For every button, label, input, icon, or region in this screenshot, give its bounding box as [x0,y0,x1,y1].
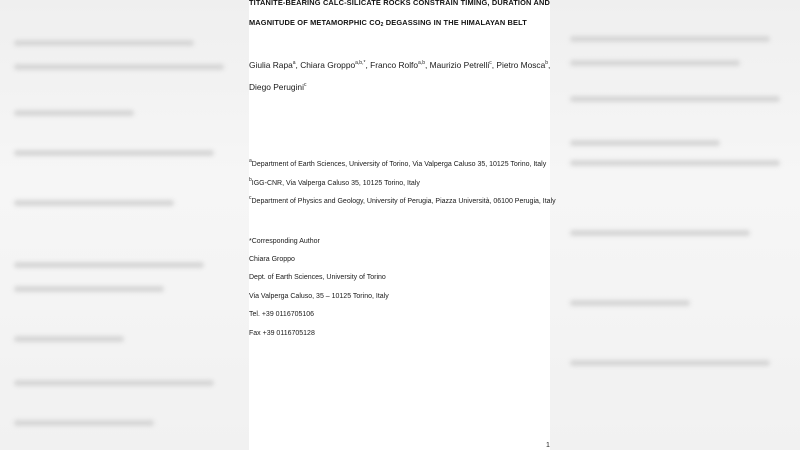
document-page [249,0,556,450]
author-name: Chiara Groppo [300,60,356,70]
author-name: Franco Rolfo [370,60,419,70]
corresponding-name: Chiara Groppo [249,256,295,263]
corresponding-heading: *Corresponding Author [249,238,320,245]
affiliation: $^a$Department of Earth Sciences, University of Torino, Via Valperga Caluso 35, 10125 Torino, Italy [249,158,547,168]
affiliation: $^b$IGG-CNR, Via Valperga Caluso 35, 10125 Torino, Italy [249,177,420,187]
author-list: Giulia Rapa$^a$, Chiara Groppo$^{a,b,*}$, Franco Rolfo$^{a,b}$, Maurizio Petrelli$^c$, Pietro Mosca$^b$, [249,60,551,70]
corresponding-tel: Tel. +39 0116705106 [249,311,315,318]
author-name: Maurizio Petrelli [429,60,490,70]
author-name: Giulia Rapa [249,60,293,70]
author-list-continued: Diego Perugini$^c$ [249,82,307,92]
corresponding-address: Via Valperga Caluso, 35 – 10125 Torino, Italy [249,293,389,300]
title-line-1: TITANITE-BEARING CALC-SILICATE ROCKS CONSTRAIN TIMING, DURATION AND [249,0,550,7]
affiliation: $^c$Department of Physics and Geology, University of Perugia, Piazza Università, 06100 Perugia, Italy [249,195,556,205]
page-number: 1 [546,442,550,449]
corresponding-fax: Fax +39 0116705128 [249,330,315,337]
title-line-2: MAGNITUDE OF METAMORPHIC $CO_2$ DEGASSING IN THE HIMALAYAN BELT [249,18,527,28]
author-name: Pietro Mosca [496,60,546,70]
author-name: Diego Perugini [249,82,304,92]
corresponding-dept: Dept. of Earth Sciences, University of Torino [249,274,386,281]
background-blurred-left [0,0,249,450]
background-blurred-right [550,0,800,450]
